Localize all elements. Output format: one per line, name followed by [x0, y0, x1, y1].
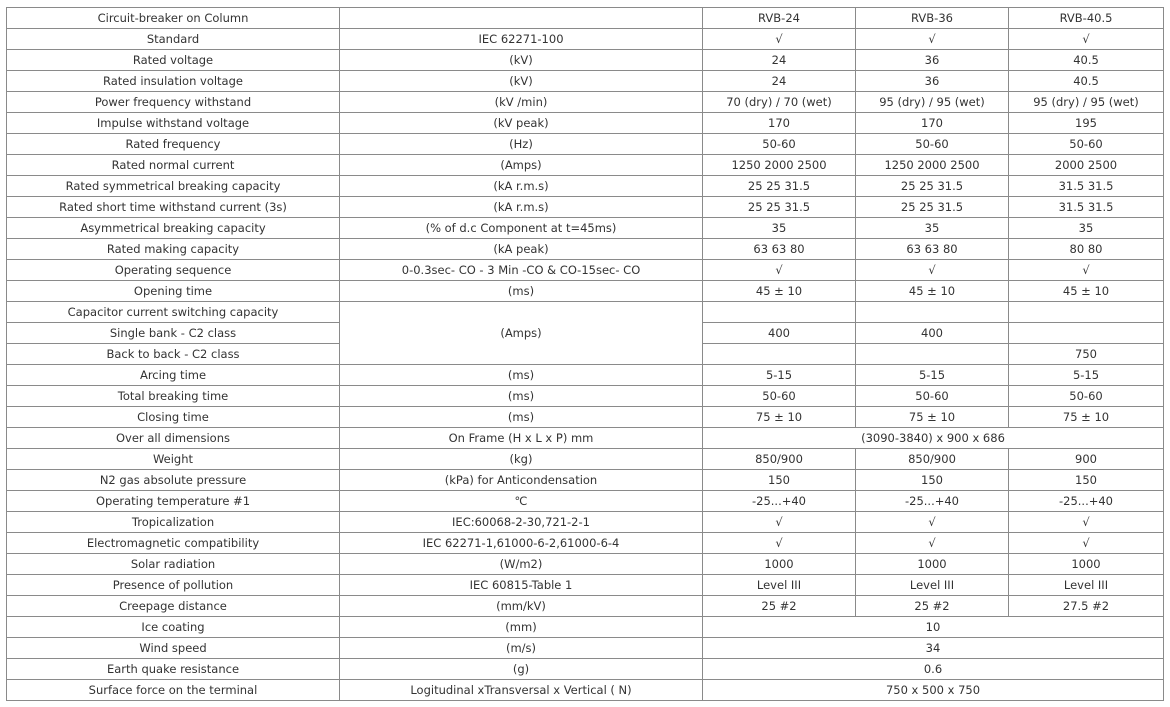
value-rvb-24: √: [703, 512, 856, 533]
single-bank-label: Single bank - C2 class: [7, 323, 340, 344]
row-label: Rated symmetrical breaking capacity: [7, 176, 340, 197]
value-rvb-36: √: [856, 29, 1009, 50]
value-rvb-40-5: 27.5 #2: [1009, 596, 1164, 617]
merged-row: [7, 638, 1164, 659]
value-rvb-40-5: √: [1009, 260, 1164, 281]
value-rvb-24: 75 ± 10: [703, 407, 856, 428]
row-label: Weight: [7, 449, 340, 470]
value-rvb-40-5: 900: [1009, 449, 1164, 470]
merged-value: 750 x 500 x 750: [703, 680, 1164, 701]
value-rvb-24: 1000: [703, 554, 856, 575]
row-label: Rated frequency: [7, 134, 340, 155]
value-rvb-24: 25 #2: [703, 596, 856, 617]
row-label: Opening time: [7, 281, 340, 302]
table-row: [7, 155, 1164, 176]
row-label: Rated making capacity: [7, 239, 340, 260]
value-rvb-36: 5-15: [856, 365, 1009, 386]
row-unit: IEC 60815-Table 1: [340, 575, 703, 596]
value-rvb-24: 170: [703, 113, 856, 134]
table-row: [7, 71, 1164, 92]
row-label: Wind speed: [7, 638, 340, 659]
dimensions-unit: On Frame (H x L x P) mm: [340, 428, 703, 449]
row-unit: (m/s): [340, 638, 703, 659]
row-label: Asymmetrical breaking capacity: [7, 218, 340, 239]
row-unit: IEC 62271-100: [340, 29, 703, 50]
value-rvb-36: √: [856, 260, 1009, 281]
row-unit: Logitudinal xTransversal x Vertical ( N): [340, 680, 703, 701]
row-unit: (kV peak): [340, 113, 703, 134]
value-rvb-36: 850/900: [856, 449, 1009, 470]
table-row: [7, 449, 1164, 470]
value-rvb-24: 70 (dry) / 70 (wet): [703, 92, 856, 113]
dimensions-value: (3090-3840) x 900 x 686: [703, 428, 1164, 449]
value-rvb-24: 5-15: [703, 365, 856, 386]
table-row: [7, 533, 1164, 554]
empty-cell: [703, 302, 856, 323]
row-label: Rated voltage: [7, 50, 340, 71]
value-rvb-40-5: 95 (dry) / 95 (wet): [1009, 92, 1164, 113]
capacitor-title: Capacitor current switching capacity: [7, 302, 340, 323]
value-rvb-24: 25 25 31.5: [703, 197, 856, 218]
row-unit: (mm/kV): [340, 596, 703, 617]
value-rvb-24: 1250 2000 2500: [703, 155, 856, 176]
header-unit: [340, 8, 703, 29]
table-row: [7, 512, 1164, 533]
row-unit: (g): [340, 659, 703, 680]
row-unit: (kV /min): [340, 92, 703, 113]
value-rvb-40-5: 80 80: [1009, 239, 1164, 260]
row-unit: (% of d.c Component at t=45ms): [340, 218, 703, 239]
row-label: Standard: [7, 29, 340, 50]
row-unit: (kg): [340, 449, 703, 470]
table-row: [7, 407, 1164, 428]
table-row: [7, 365, 1164, 386]
value-rvb-40-5: 750: [1009, 344, 1164, 365]
value-rvb-36: 36: [856, 71, 1009, 92]
row-label: Tropicalization: [7, 512, 340, 533]
value-rvb-40-5: √: [1009, 512, 1164, 533]
row-unit: (mm): [340, 617, 703, 638]
row-unit: (kA r.m.s): [340, 176, 703, 197]
empty-cell: [1009, 302, 1164, 323]
merged-value: 34: [703, 638, 1164, 659]
value-rvb-24: 150: [703, 470, 856, 491]
row-unit: (ms): [340, 281, 703, 302]
row-unit: (kV): [340, 71, 703, 92]
value-rvb-24: √: [703, 533, 856, 554]
row-label: Electromagnetic compatibility: [7, 533, 340, 554]
table-row: [7, 218, 1164, 239]
row-label: Operating temperature #1: [7, 491, 340, 512]
value-rvb-40-5: √: [1009, 29, 1164, 50]
value-rvb-36: 63 63 80: [856, 239, 1009, 260]
table-row: [7, 113, 1164, 134]
row-label: Rated normal current: [7, 155, 340, 176]
value-rvb-24: √: [703, 260, 856, 281]
value-rvb-24: 50-60: [703, 386, 856, 407]
value-rvb-24: 850/900: [703, 449, 856, 470]
row-label: N2 gas absolute pressure: [7, 470, 340, 491]
value-rvb-40-5: 40.5: [1009, 71, 1164, 92]
row-label: Closing time: [7, 407, 340, 428]
value-rvb-36: 25 #2: [856, 596, 1009, 617]
row-label: Surface force on the terminal: [7, 680, 340, 701]
value-rvb-24: 63 63 80: [703, 239, 856, 260]
value-rvb-36: 50-60: [856, 134, 1009, 155]
row-label: Earth quake resistance: [7, 659, 340, 680]
value-rvb-36: 25 25 31.5: [856, 197, 1009, 218]
merged-value: 0.6: [703, 659, 1164, 680]
value-rvb-40-5: √: [1009, 533, 1164, 554]
value-rvb-40-5: 40.5: [1009, 50, 1164, 71]
value-rvb-36: 95 (dry) / 95 (wet): [856, 92, 1009, 113]
row-unit: (Amps): [340, 155, 703, 176]
header-row: [7, 8, 1164, 29]
value-rvb-40-5: 195: [1009, 113, 1164, 134]
capacitor-title-row: [7, 302, 1164, 323]
value-rvb-24: 35: [703, 218, 856, 239]
row-label: Rated short time withstand current (3s): [7, 197, 340, 218]
value-rvb-40-5: [1009, 323, 1164, 344]
value-rvb-36: [856, 344, 1009, 365]
value-rvb-40-5: 150: [1009, 470, 1164, 491]
row-label: Total breaking time: [7, 386, 340, 407]
table-row: [7, 134, 1164, 155]
row-label: Arcing time: [7, 365, 340, 386]
row-unit: (kV): [340, 50, 703, 71]
value-rvb-40-5: 50-60: [1009, 134, 1164, 155]
spec-table: [6, 7, 1164, 701]
value-rvb-40-5: 5-15: [1009, 365, 1164, 386]
row-unit: IEC 62271-1,61000-6-2,61000-6-4: [340, 533, 703, 554]
value-rvb-40-5: Level III: [1009, 575, 1164, 596]
value-rvb-36: 1250 2000 2500: [856, 155, 1009, 176]
table-row: [7, 92, 1164, 113]
merged-row: [7, 617, 1164, 638]
table-row: [7, 29, 1164, 50]
value-rvb-36: Level III: [856, 575, 1009, 596]
value-rvb-36: 400: [856, 323, 1009, 344]
empty-cell: [856, 302, 1009, 323]
value-rvb-24: 400: [703, 323, 856, 344]
row-unit: (ms): [340, 407, 703, 428]
value-rvb-24: 24: [703, 71, 856, 92]
table-row: [7, 50, 1164, 71]
row-unit: (kA peak): [340, 239, 703, 260]
value-rvb-24: 50-60: [703, 134, 856, 155]
header-label: Circuit-breaker on Column: [7, 8, 340, 29]
value-rvb-40-5: 2000 2500: [1009, 155, 1164, 176]
value-rvb-36: 50-60: [856, 386, 1009, 407]
table-row: [7, 239, 1164, 260]
row-label: Presence of pollution: [7, 575, 340, 596]
dimensions-label: Over all dimensions: [7, 428, 340, 449]
spec-table-container: [6, 7, 1164, 701]
capacitor-unit: (Amps): [340, 302, 703, 365]
value-rvb-36: 1000: [856, 554, 1009, 575]
value-rvb-36: √: [856, 533, 1009, 554]
row-unit: (kPa) for Anticondensation: [340, 470, 703, 491]
value-rvb-24: √: [703, 29, 856, 50]
dimensions-row: [7, 428, 1164, 449]
value-rvb-24: 24: [703, 50, 856, 71]
value-rvb-24: Level III: [703, 575, 856, 596]
value-rvb-24: 45 ± 10: [703, 281, 856, 302]
table-row: [7, 596, 1164, 617]
merged-row: [7, 680, 1164, 701]
value-rvb-36: 36: [856, 50, 1009, 71]
row-label: Ice coating: [7, 617, 340, 638]
table-row: [7, 386, 1164, 407]
header-rvb-24: RVB-24: [703, 8, 856, 29]
row-label: Rated insulation voltage: [7, 71, 340, 92]
value-rvb-36: 35: [856, 218, 1009, 239]
value-rvb-40-5: 75 ± 10: [1009, 407, 1164, 428]
value-rvb-40-5: 50-60: [1009, 386, 1164, 407]
value-rvb-40-5: 1000: [1009, 554, 1164, 575]
value-rvb-36: √: [856, 512, 1009, 533]
header-rvb-40-5: RVB-40.5: [1009, 8, 1164, 29]
row-label: Impulse withstand voltage: [7, 113, 340, 134]
row-unit: (ms): [340, 386, 703, 407]
row-label: Power frequency withstand: [7, 92, 340, 113]
value-rvb-24: -25...+40: [703, 491, 856, 512]
table-row: [7, 260, 1164, 281]
value-rvb-36: 150: [856, 470, 1009, 491]
value-rvb-40-5: 31.5 31.5: [1009, 176, 1164, 197]
value-rvb-40-5: 31.5 31.5: [1009, 197, 1164, 218]
row-unit: (Hz): [340, 134, 703, 155]
value-rvb-24: 25 25 31.5: [703, 176, 856, 197]
table-row: [7, 575, 1164, 596]
table-row: [7, 197, 1164, 218]
value-rvb-40-5: -25...+40: [1009, 491, 1164, 512]
table-row: [7, 176, 1164, 197]
value-rvb-24: [703, 344, 856, 365]
row-unit: (kA r.m.s): [340, 197, 703, 218]
table-row: [7, 281, 1164, 302]
merged-row: [7, 659, 1164, 680]
row-label: Solar radiation: [7, 554, 340, 575]
value-rvb-40-5: 45 ± 10: [1009, 281, 1164, 302]
value-rvb-36: 170: [856, 113, 1009, 134]
table-row: [7, 491, 1164, 512]
value-rvb-36: 45 ± 10: [856, 281, 1009, 302]
merged-value: 10: [703, 617, 1164, 638]
value-rvb-36: -25...+40: [856, 491, 1009, 512]
back-to-back-label: Back to back - C2 class: [7, 344, 340, 365]
row-unit: 0-0.3sec- CO - 3 Min -CO & CO-15sec- CO: [340, 260, 703, 281]
value-rvb-36: 25 25 31.5: [856, 176, 1009, 197]
row-unit: (W/m2): [340, 554, 703, 575]
table-row: [7, 470, 1164, 491]
value-rvb-36: 75 ± 10: [856, 407, 1009, 428]
value-rvb-40-5: 35: [1009, 218, 1164, 239]
row-unit: ℃: [340, 491, 703, 512]
header-rvb-36: RVB-36: [856, 8, 1009, 29]
row-unit: (ms): [340, 365, 703, 386]
row-label: Creepage distance: [7, 596, 340, 617]
row-label: Operating sequence: [7, 260, 340, 281]
table-row: [7, 554, 1164, 575]
row-unit: IEC:60068-2-30,721-2-1: [340, 512, 703, 533]
